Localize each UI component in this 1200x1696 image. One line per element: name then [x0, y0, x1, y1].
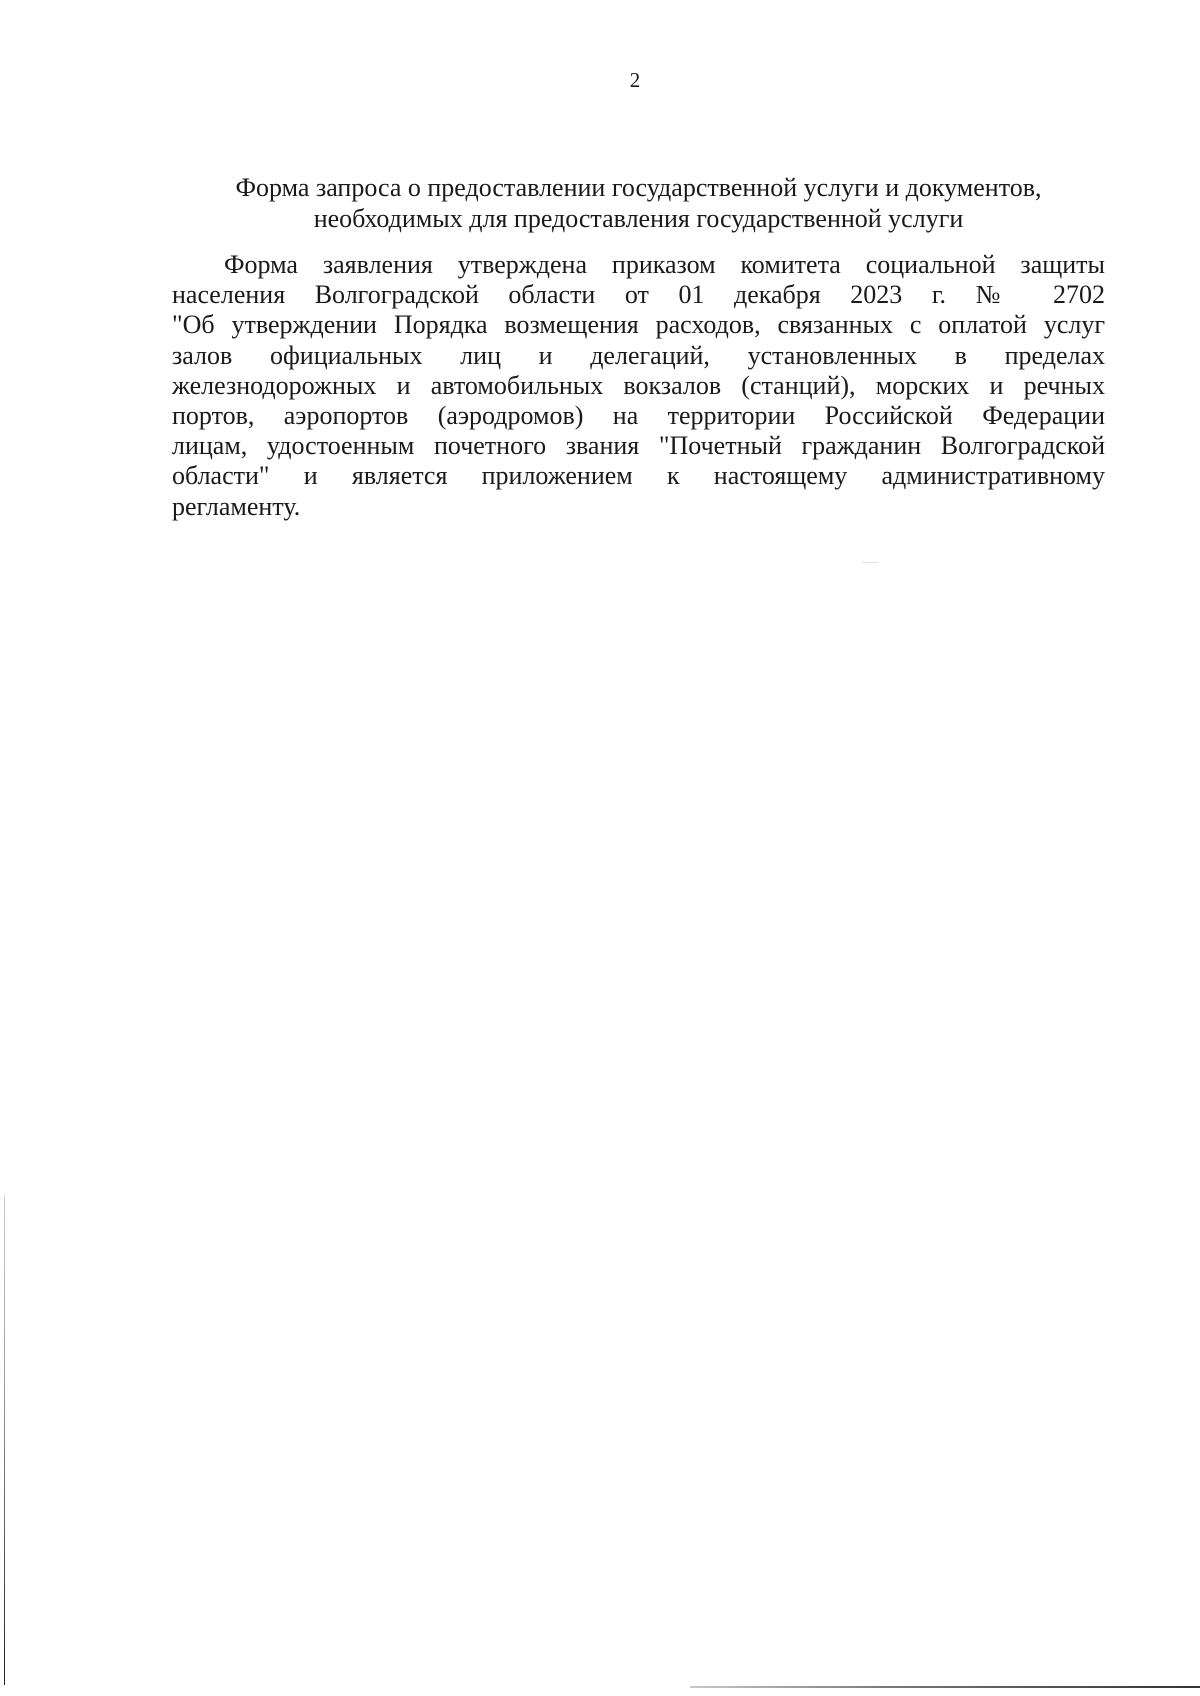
title-line: Форма запроса о предоставлении государственной услуги и документов,: [235, 173, 1042, 202]
page-number: 2: [629, 68, 641, 92]
title-line: необходимых для предоставления государственной услуги: [313, 204, 964, 233]
paragraph-line: портов, аэропортов (аэродромов) на территории Российской Федерации: [172, 401, 1105, 431]
paragraph-line: "Об утверждении Порядка возмещения расходов, связанных с оплатой услуг: [172, 310, 1105, 340]
paragraph-line: железнодорожных и автомобильных вокзалов (станций), морских и речных: [172, 370, 1105, 400]
scan-edge-bottom: [690, 1686, 1200, 1688]
paragraph-line: лицам, удостоенным почетного звания "Почетный гражданин Волгоградской: [172, 431, 1105, 461]
paragraph-line: залов официальных лиц и делегаций, установленных в пределах: [172, 340, 1105, 370]
body-paragraph: [172, 250, 1105, 522]
paragraph-line: населения Волгоградской области от 01 декабря 2023 г. № 2702: [172, 280, 1105, 310]
scan-edge-left: [4, 1195, 5, 1685]
paragraph-line: Форма заявления утверждена приказом комитета социальной защиты: [224, 250, 1105, 279]
scan-speck: [862, 562, 878, 563]
paragraph-line: области" и является приложением к настоящему административному: [172, 461, 1105, 491]
document-title: [172, 172, 1105, 234]
paragraph-line: регламенту.: [172, 491, 301, 521]
